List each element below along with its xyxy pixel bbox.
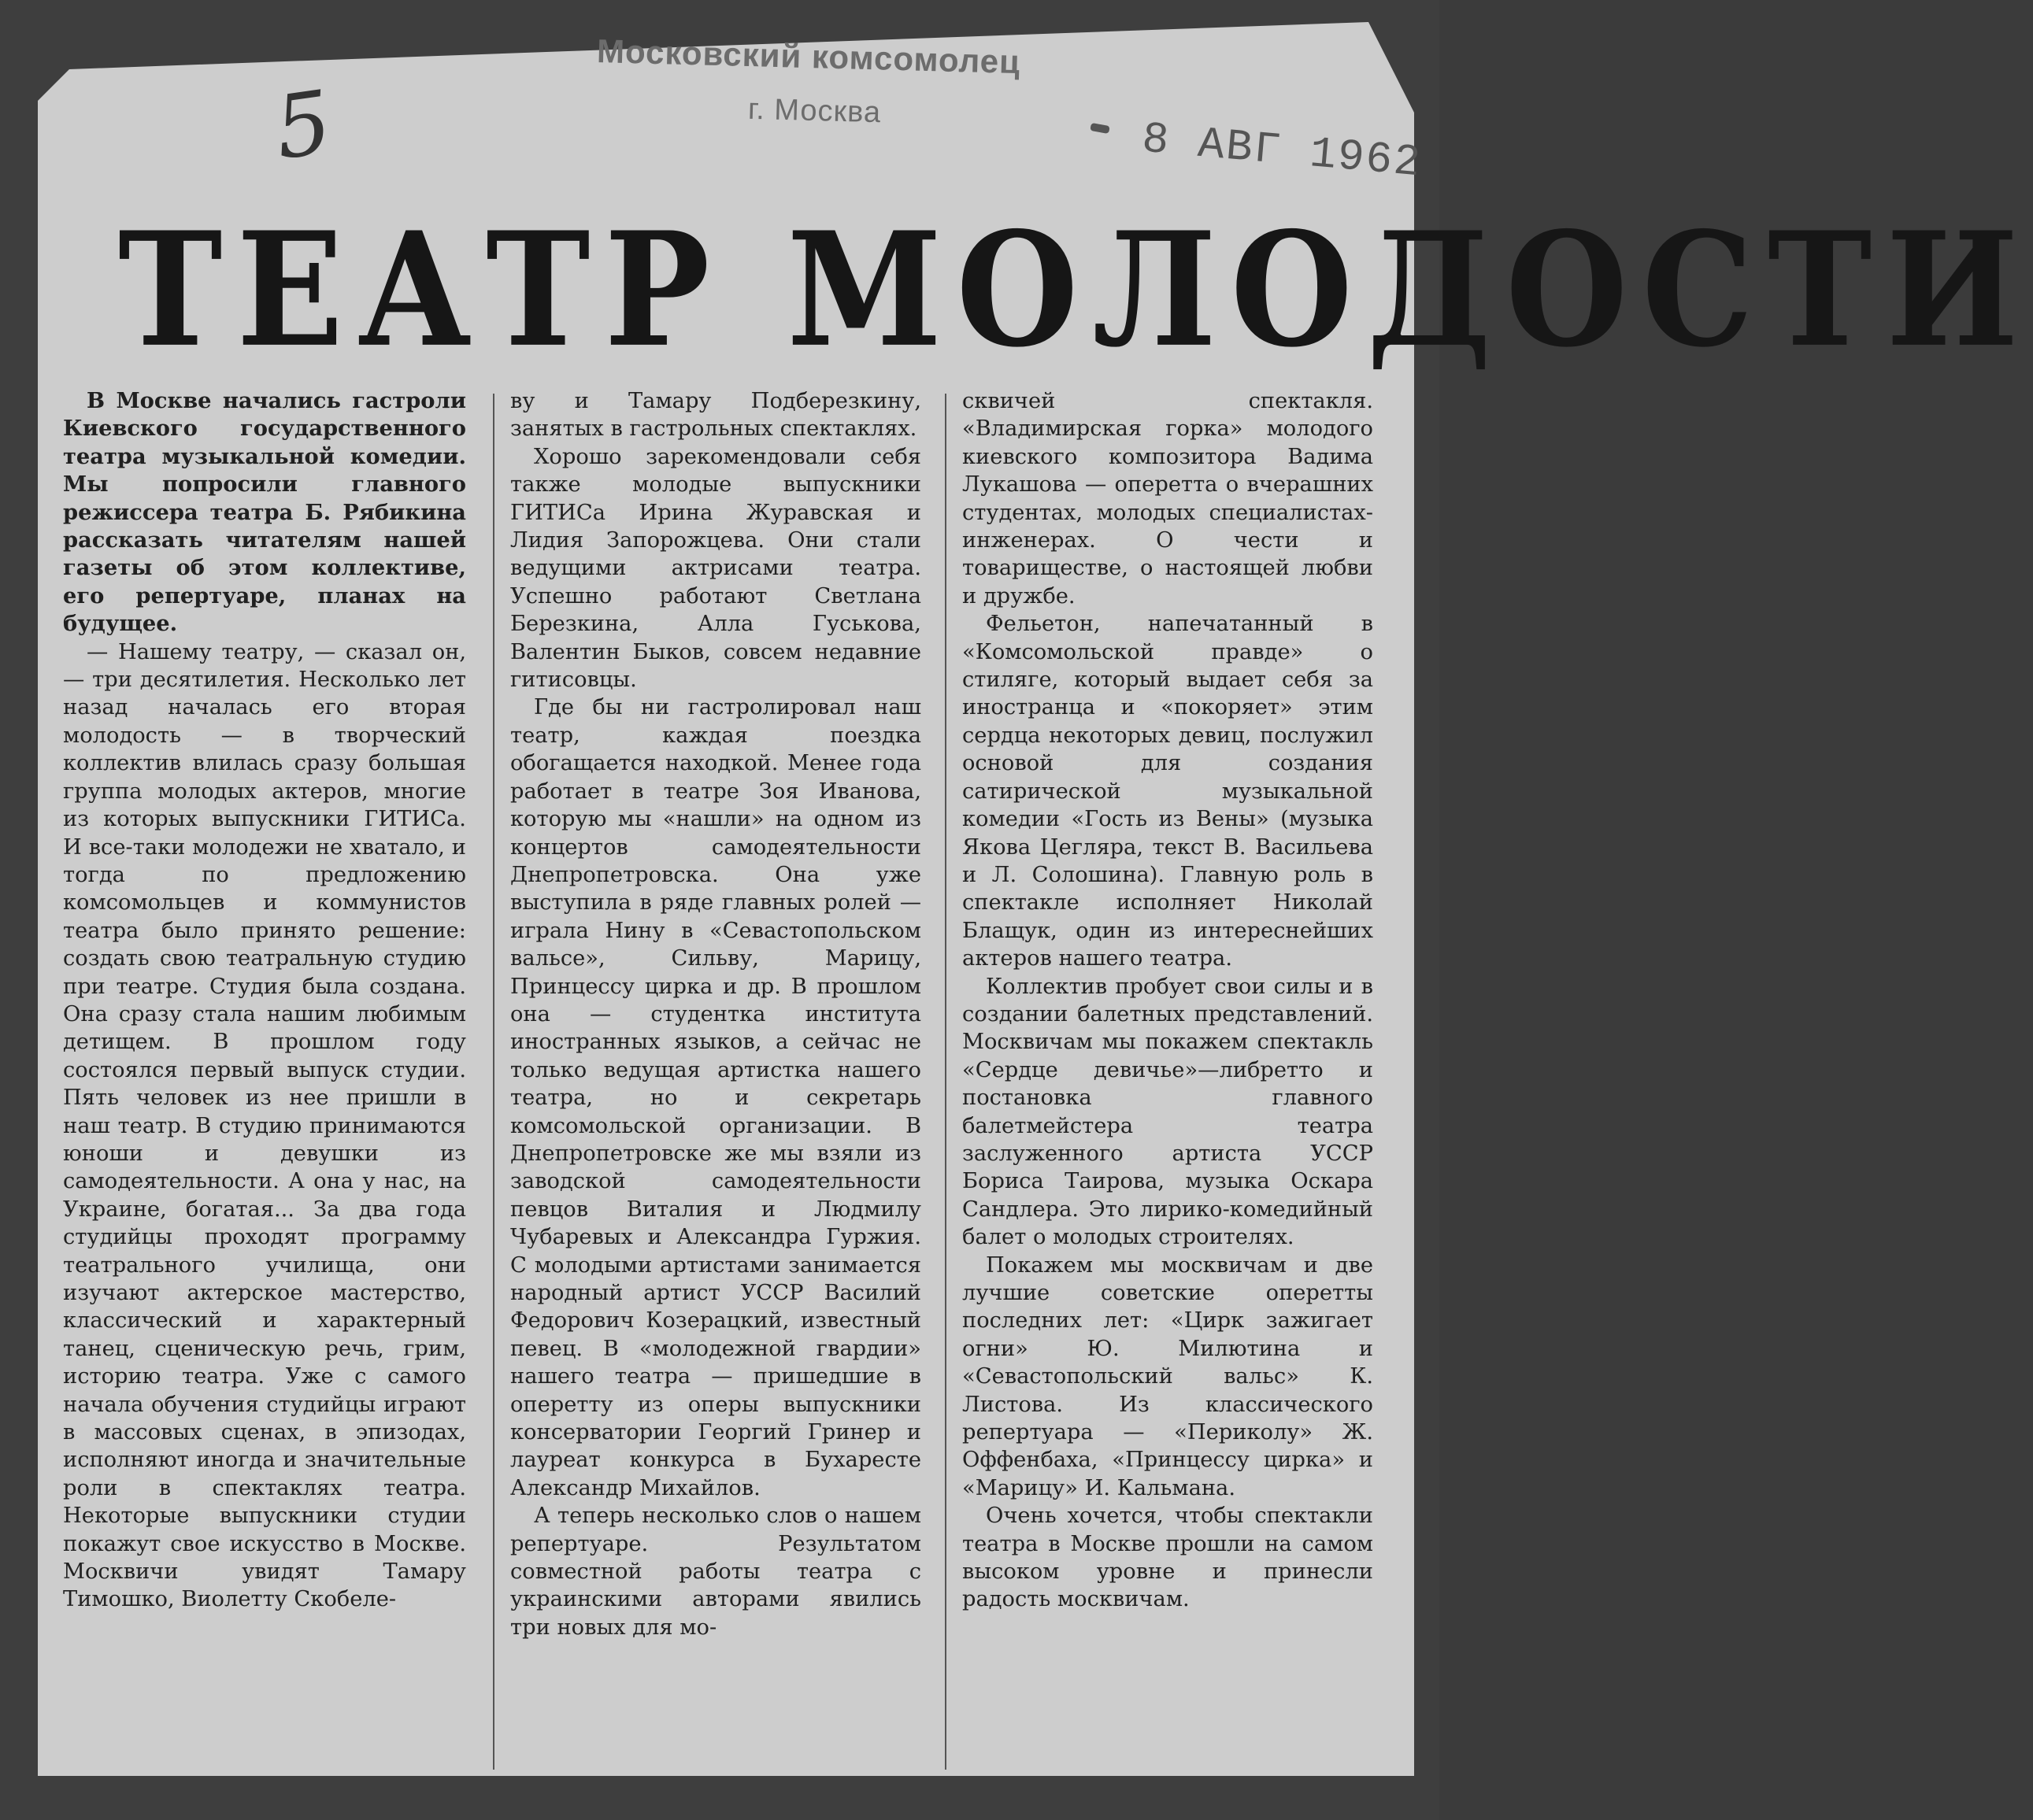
article-paragraph: А теперь несколько слов о нашем репертуаре. Результатом совместной работы театра с украинскими авторами явились три новых для мо- <box>510 1504 921 1640</box>
article-paragraph: Фельетон, напечатанный в «Комсомольской правде» о стиляге, который выдает себя за иностранца и «покоряет» этим сердца некоторых девиц, послужил основой для создания сатирической музыкальной комедии «Гость из Вены» (музыка Якова Цегляра, текст В. Васильева и Л. Солошина). Главную роль в спектакле исполняет Николай Блащук, один из интереснейших актеров нашего театра. <box>962 612 1373 971</box>
article-paragraph: ву и Тамару Подберезкину, занятых в гастрольных спектаклях. <box>510 389 921 442</box>
column-divider <box>493 394 494 1770</box>
handwritten-page-number: 5 <box>268 71 338 179</box>
article-paragraph: — Нашему театру, — сказал он, — три десятилетия. Несколько лет назад началась его вторая молодость — в творческий коллектив влилась сразу большая группа молодых актеров, многие из которых выпускники ГИТИСа. И все-таки молодежи не хватало, и тогда по предложению комсомольцев и коммунистов театра было принято решение: создать свою театральную студию при театре. Студия была создана. Она сразу стала нашим любимым детищем. В прошлом году состоялся первый выпуск студии. Пять человек из нее пришли в наш театр. В студию принимаются юноши и девушки из самодеятельности. А она у нас, на Украине, богатая... За два года студийцы проходят программу театрального училища, они изучают актерское мастерство, классический и характерный танец, сценическую речь, грим, историю театра. Уже с самого начала обучения студийцы играют в массовых сценах, в эпизодах, исполняют иногда и значительные роли в спектаклях театра. Некоторые выпускники студии покажут свое искусство в Москве. Москвичи увидят Тамару Тимошко, Виолетту Скобеле- <box>63 639 466 1612</box>
article-column-1 <box>63 387 466 1614</box>
article-lead: В Москве начались гастроли Киевского государственного театра музыкальной комедии. Мы попросили главного режиссера театра Б. Рябикина рассказать читателям нашей газеты об этом коллективе, его репертуаре, планах на будущее. <box>63 388 466 637</box>
article-paragraph: сквичей спектакля. «Владимирская горка» молодого киевского композитора Вадима Лукашова — оперетта о вчерашних студентах, молодых специалистах-инженерах. О чести и товариществе, о настоящей любви и дружбе. <box>962 389 1373 609</box>
article-paragraph: Хорошо зарекомендовали себя также молодые выпускники ГИТИСа Ирина Журавская и Лидия Запорожцева. Они стали ведущими актрисами театра. Успешно работают Светлана Березкина, Алла Гуськова, Валентин Быков, совсем недавние гитисовцы. <box>510 444 921 693</box>
article-paragraph: Коллектив пробует свои силы и в создании балетных представлений. Москвичам мы покажем спектакль «Сердце девичье»—либретто и постановка главного балетмейстера театра заслуженного артиста УССР Бориса Таирова, музыка Оскара Сандлера. Это лирико-комедийный балет о молодых строителях. <box>962 974 1373 1250</box>
column-divider <box>945 394 946 1770</box>
article-column-3 <box>962 387 1373 1614</box>
date-stamp: 8 АВГ 1962 <box>1139 113 1424 189</box>
city-stamp: г. Москва <box>747 92 882 130</box>
article-paragraph: Покажем мы москвичам и две лучшие советские оперетты последних лет: «Цирк зажигает огни» Ю. Милютина и «Севастопольский вальс» К. Листова. Из классического репертуара — «Периколу» Ж. Оффенбаха, «Принцессу цирка» и «Марицу» И. Кальмана. <box>962 1252 1373 1500</box>
article-paragraph: Очень хочется, чтобы спектакли театра в Москве прошли на самом высоком уровне и принесли радость москвичам. <box>962 1504 1373 1612</box>
newspaper-name-stamp: Московский комсомолец <box>596 31 1021 81</box>
article-paragraph: Где бы ни гастролировал наш театр, каждая поездка обогащается находкой. Менее года работает в театре Зоя Иванова, которую мы «нашли» на одном из концертов самодеятельности Днепропетровска. Она уже выступила в ряде главных ролей — играла Нину в «Севастопольском вальсе», Сильву, Марицу, Принцессу цирка и др. В прошлом она — студентка института иностранных языков, а сейчас не только ведущая артистка нашего театра, но и секретарь комсомольской организации. В Днепропетровске же мы взяли из заводской самодеятельности певцов Виталия и Людмилу Чубаревых и Александра Гуржия. С молодыми артистами занимается народный артист УССР Василий Федорович Козерацкий, известный певец. В «молодежной гвардии» нашего театра — пришедшие в оперетту из оперы выпускники консерватории Георгий Гринер и лауреат конкурса в Бухаресте Александр Михайлов. <box>510 695 921 1500</box>
article-column-2 <box>510 387 921 1641</box>
article-headline: ТЕАТР МОЛОДОСТИ <box>118 197 2033 382</box>
